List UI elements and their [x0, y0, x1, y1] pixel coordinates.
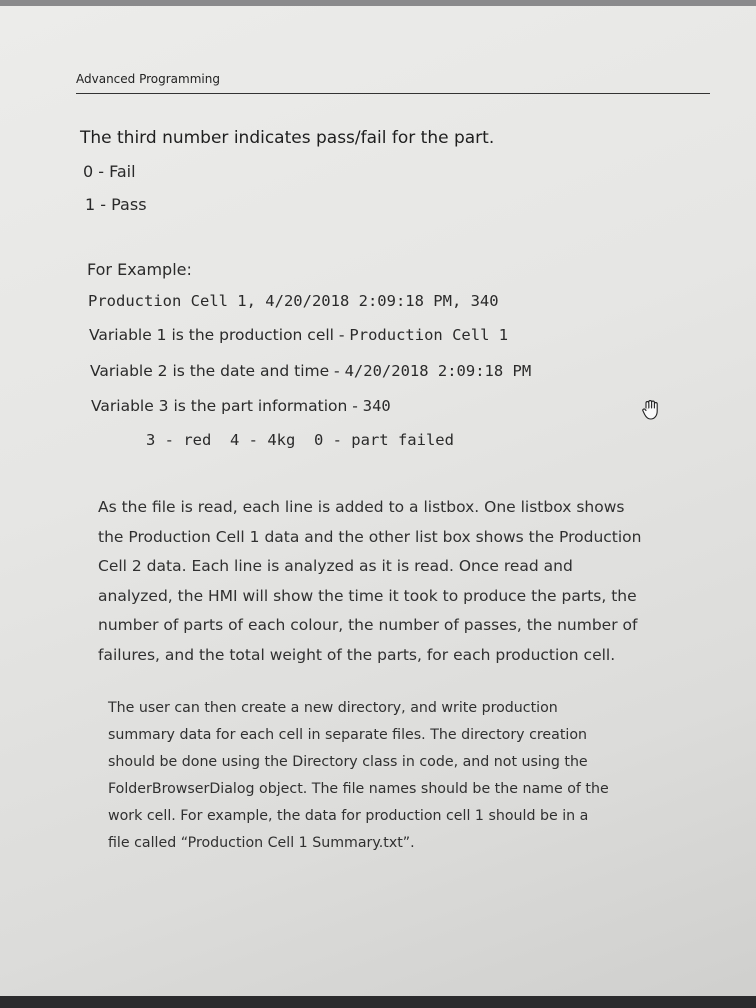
paragraph-line: As the file is read, each line is added to a listbox. One listbox shows	[98, 498, 625, 516]
fail-line: 0 - Fail	[83, 162, 136, 181]
paragraph-line: Cell 2 data. Each line is analyzed as it is read. Once read and	[98, 557, 573, 575]
bottom-border	[0, 996, 756, 1008]
top-border	[0, 0, 756, 6]
page-header: Advanced Programming	[76, 72, 220, 86]
paragraph-line: summary data for each cell in separate files. The directory creation	[108, 727, 587, 743]
paragraph-line: analyzed, the HMI will show the time it took to produce the parts, the	[98, 586, 637, 605]
paragraph-line: FolderBrowserDialog object. The file names should be the name of the	[108, 781, 609, 797]
pass-line: 1 - Pass	[85, 195, 147, 214]
variable-3-value: 340	[362, 397, 391, 415]
variable-1-value: Production Cell 1	[349, 326, 509, 344]
variable-2-line	[90, 362, 531, 380]
paragraph-line: failures, and the total weight of the parts, for each production cell.	[98, 645, 616, 664]
part-breakdown: 3 - red 4 - 4kg 0 - part failed	[146, 431, 454, 449]
paragraph-line: The user can then create a new directory, and write production	[108, 700, 558, 716]
variable-2-value: 4/20/2018 2:09:18 PM	[344, 362, 532, 380]
variable-1-line	[89, 326, 508, 344]
paragraph-listbox	[98, 493, 641, 670]
variable-3-line	[91, 397, 391, 415]
variable-3-text: Variable 3 is the part information -	[91, 397, 363, 415]
example-record: Production Cell 1, 4/20/2018 2:09:18 PM, 340	[88, 292, 499, 310]
example-heading: For Example:	[87, 260, 192, 279]
hand-pointer-icon	[641, 398, 663, 422]
paragraph-line: should be done using the Directory class in code, and not using the	[108, 754, 588, 770]
paragraph-line: the Production Cell 1 data and the other list box shows the Production	[98, 527, 642, 546]
paragraph-directory	[108, 695, 609, 857]
paragraph-line: work cell. For example, the data for production cell 1 should be in a	[108, 808, 589, 824]
intro-line: The third number indicates pass/fail for the part.	[80, 128, 495, 148]
header-rule	[76, 93, 710, 94]
variable-2-text: Variable 2 is the date and time -	[90, 362, 345, 380]
paragraph-line: file called “Production Cell 1 Summary.txt”.	[108, 835, 415, 851]
variable-1-text: Variable 1 is the production cell -	[89, 326, 350, 344]
paragraph-line: number of parts of each colour, the number of passes, the number of	[98, 616, 638, 634]
